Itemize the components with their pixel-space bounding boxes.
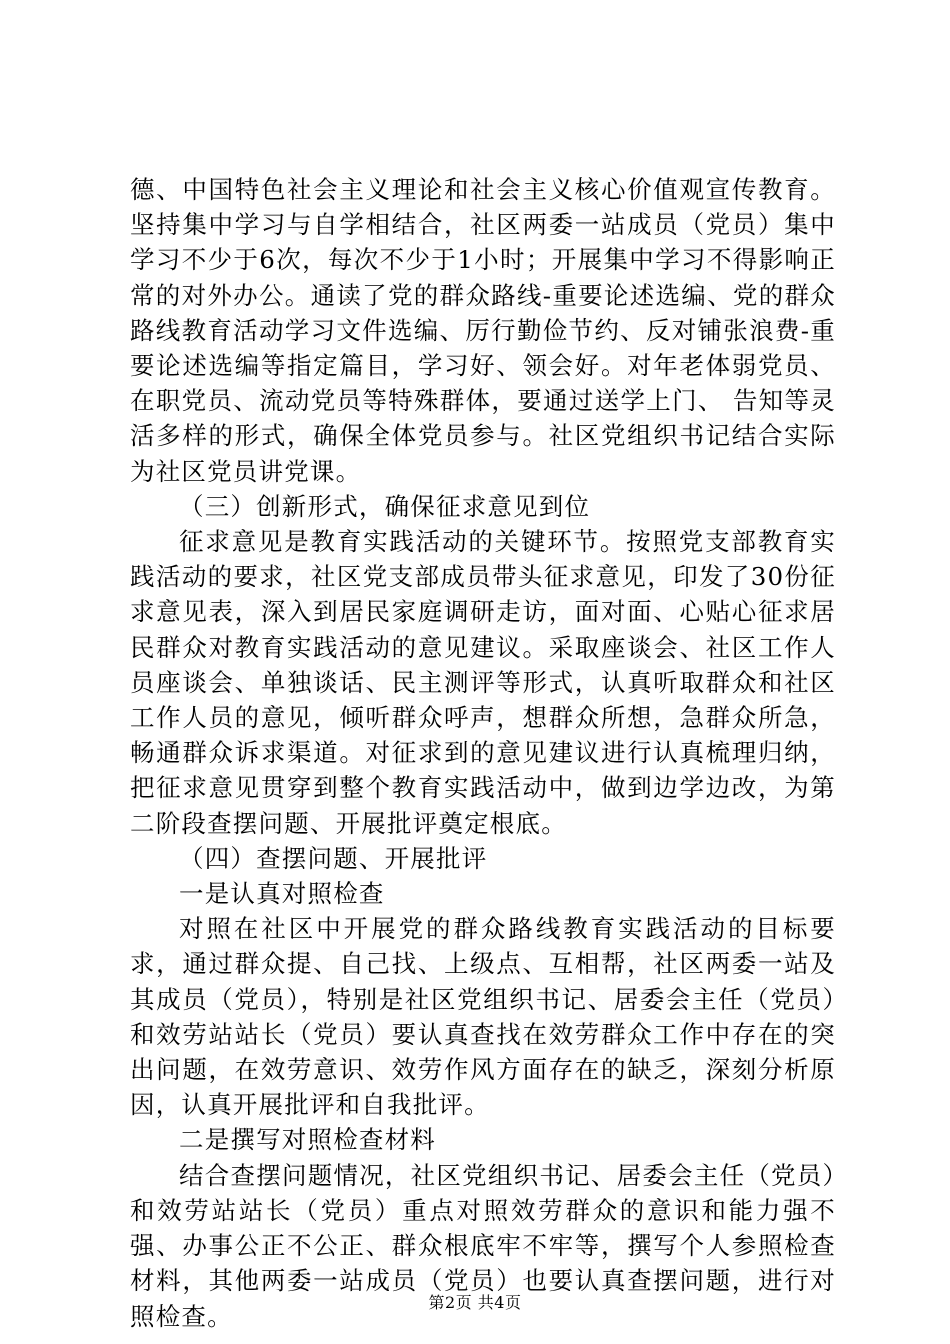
section-heading-3: （三）创新形式，确保征求意见到位 bbox=[179, 491, 591, 521]
subheading-materials: 二是撰写对照检查材料 bbox=[179, 1125, 436, 1155]
document-body bbox=[130, 172, 836, 1334]
page-number: 第2页 bbox=[428, 1293, 473, 1312]
paragraph-study-activities: 德、中国特色社会主义理论和社会主义核心价值观宣传教育。坚持集中学习与自学相结合，社区两委一站成员（党员）集中学习不少于6次，每次不少于1小时；开展集中学习不得影响正常的对外办公。通读了党的群众路线-重要论述选编、党的群众路线教育活动学习文件选编、厉行勤俭节约、反对铺张浪费-重要论述选编等指定篇目，学习好、领会好。对年老体弱党员、在职党员、流动党员等特殊群体，要通过送学上门、 告知等灵活多样的形式，确保全体党员参与。社区党组织书记结合实际为社区党员讲党课。 bbox=[130, 175, 836, 486]
paragraph-check: 对照在社区中开展党的群众路线教育实践活动的目标要求，通过群众提、自己找、上级点、互相帮，社区两委一站及其成员（党员），特别是社区党组织书记、居委会主任（党员）和效劳站站长（党员）要认真查找在效劳群众工作中存在的突出问题，在效劳意识、效劳作风方面存在的缺乏，深刻分析原因，认真开展批评和自我批评。 bbox=[130, 914, 836, 1120]
paragraph-materials: 结合查摆问题情况，社区党组织书记、居委会主任（党员）和效劳站站长（党员）重点对照效劳群众的意识和能力强不强、办事公正不公正、群众根底牢不牢等，撰写个人参照检查材料，其他两委一站成员（党员）也要认真查摆问题，进行对照检查。 bbox=[130, 1160, 836, 1331]
paragraph-solicit-opinions: 征求意见是教育实践活动的关键环节。按照党支部教育实践活动的要求，社区党支部成员带头征求意见，印发了30份征求意见表，深入到居民家庭调研走访，面对面、心贴心征求居民群众对教育实践活动的意见建议。采取座谈会、社区工作人员座谈会、单独谈话、民主测评等形式，认真听取群众和社区工作人员的意见，倾听群众呼声，想群众所想，急群众所急，畅通群众诉求渠道。对征求到的意见建议进行认真梳理归纳，把征求意见贯穿到整个教育实践活动中，做到边学边改，为第二阶段查摆问题、开展批评奠定根底。 bbox=[130, 527, 836, 838]
page-total: 共4页 bbox=[477, 1293, 522, 1312]
section-heading-4: （四）查摆问题、开展批评 bbox=[179, 843, 488, 873]
subheading-check: 一是认真对照检查 bbox=[179, 879, 385, 909]
page-footer bbox=[0, 1290, 950, 1313]
